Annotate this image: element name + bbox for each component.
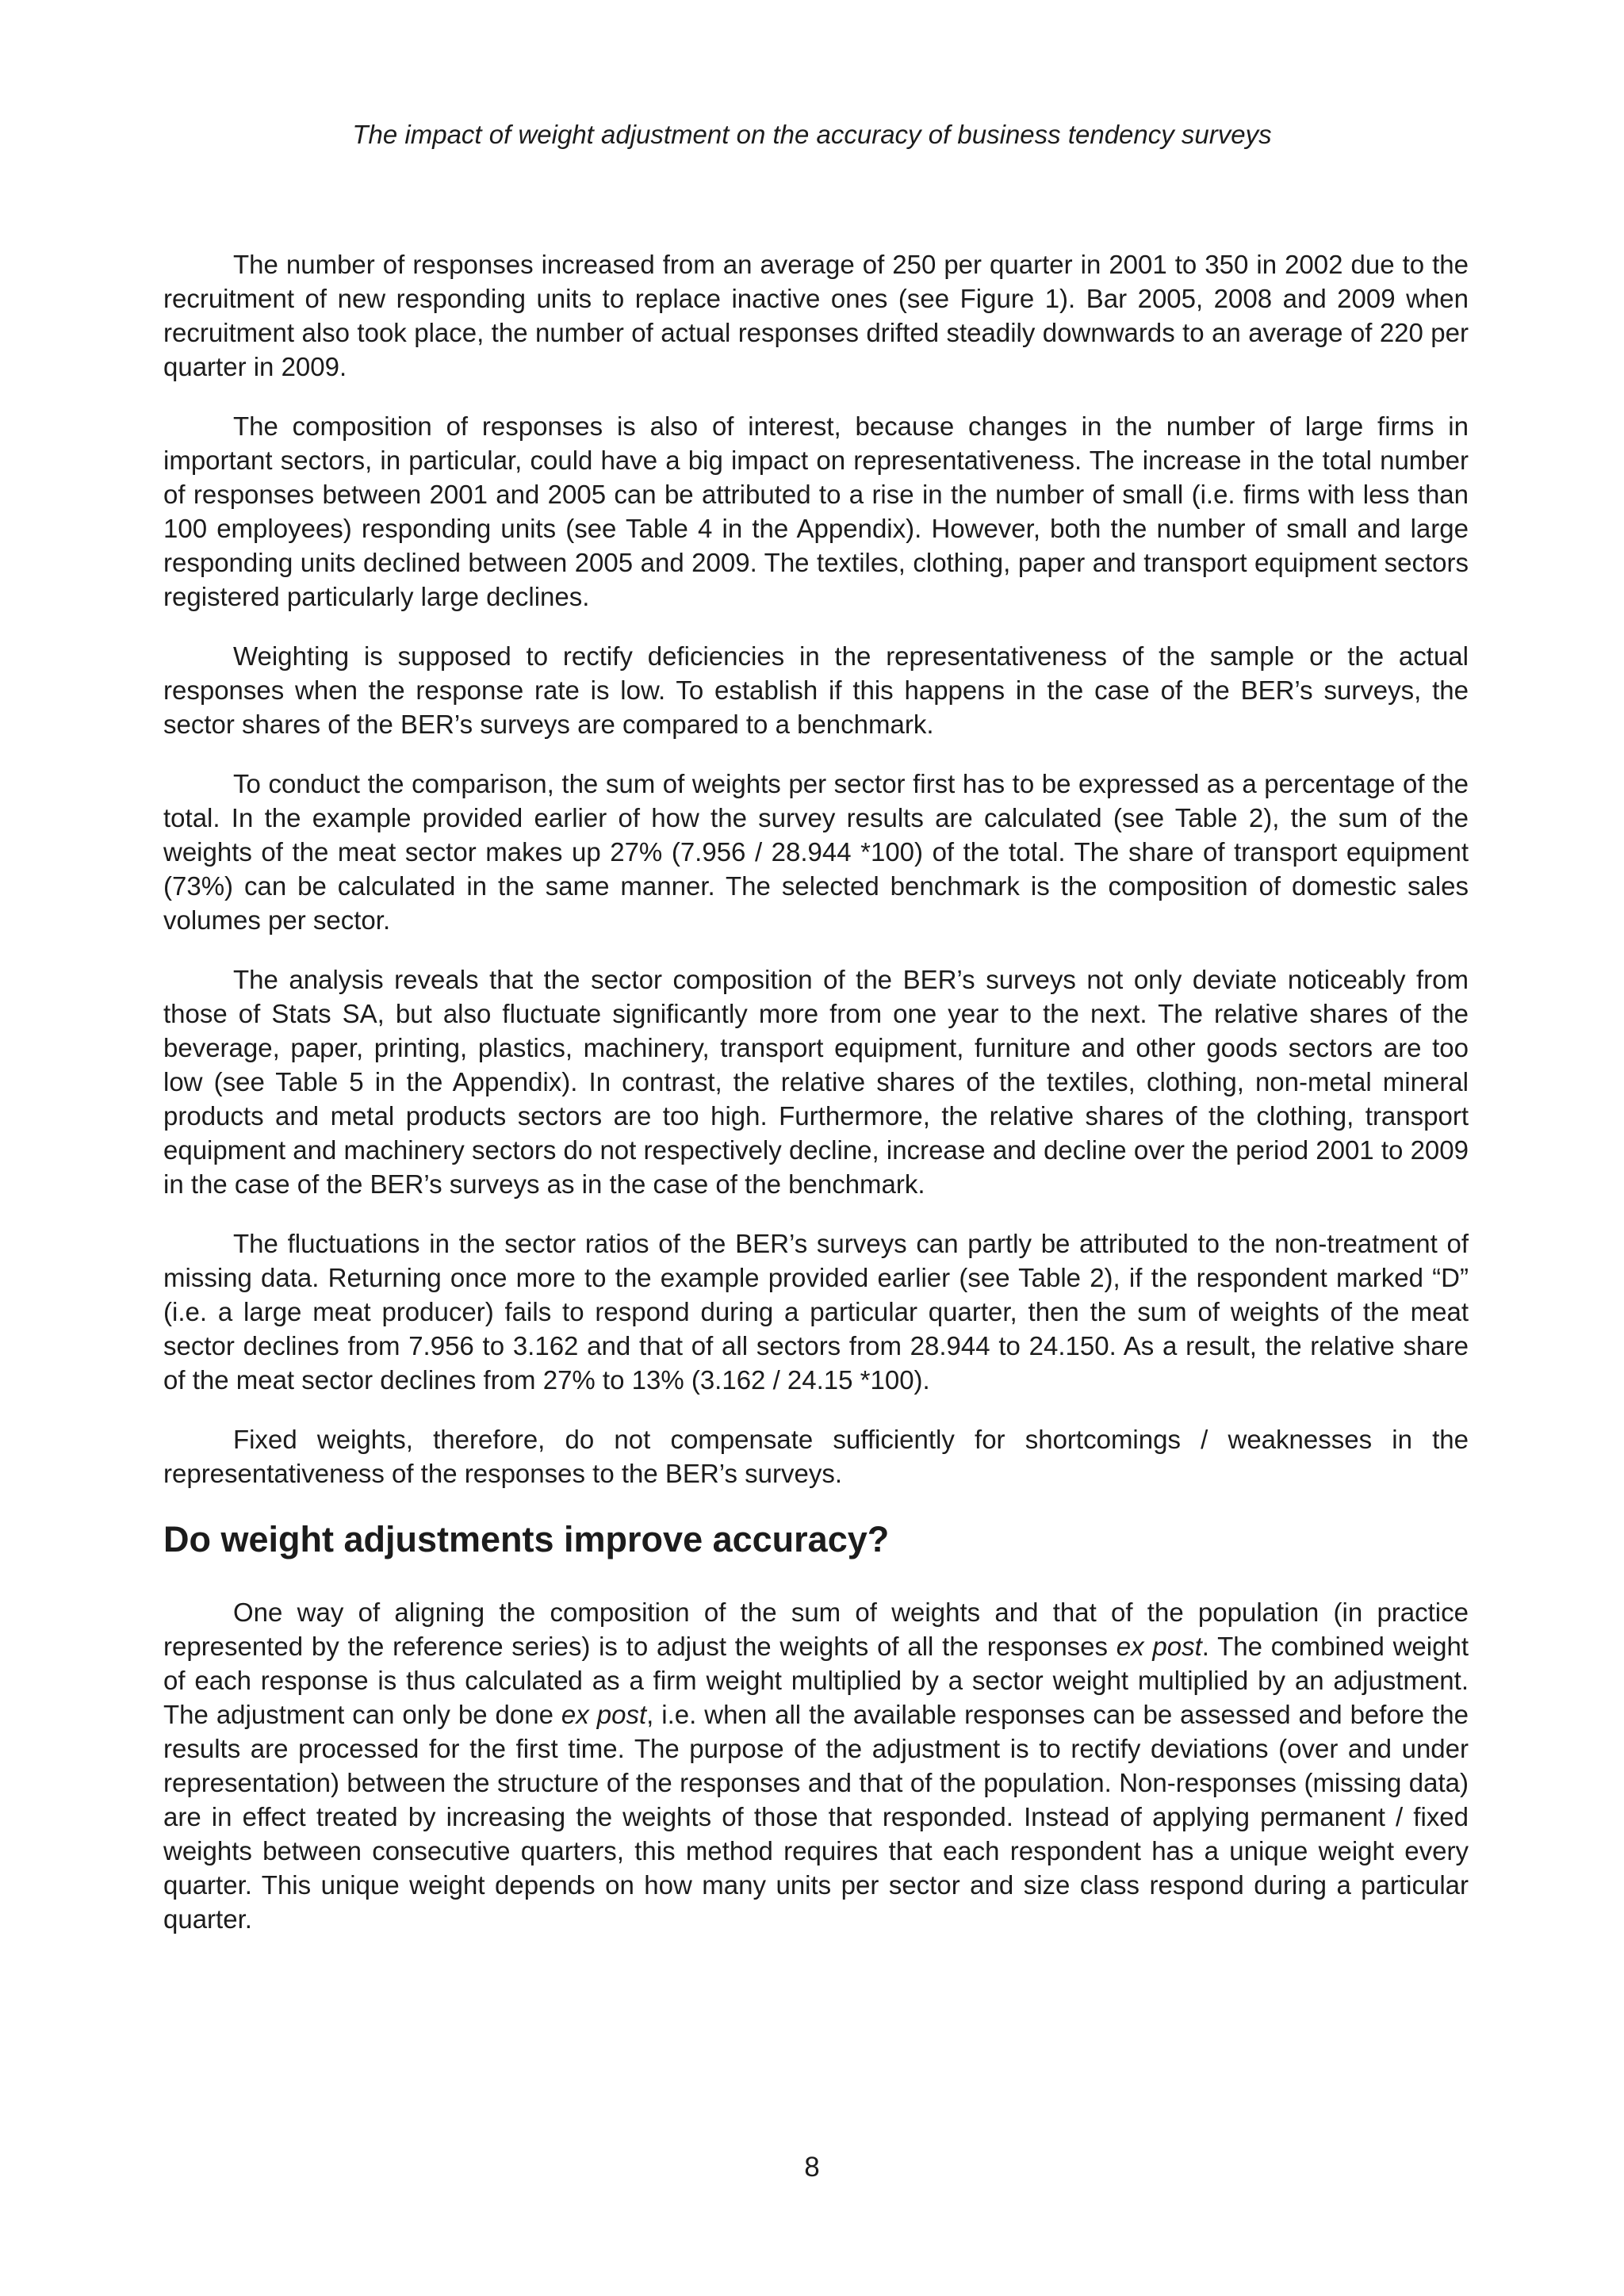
paragraph-comparison: To conduct the comparison, the sum of weights per sector first has to be expressed as a percentage of the total. In the example provided earlier of how the survey results are calculated (see Table 2), the sum of the weights of the meat sector makes up 27% (7.956 / 28.944 *100) of the total. The share of transport equipment (73%) can be calculated in the same manner. The selected benchmark is the composition of domestic sales volumes per sector. (163, 769, 1469, 935)
paragraph-fixed-weights: Fixed weights, therefore, do not compensate sufficiently for shortcomings / weaknesses in the representativeness of the responses to the BER’s surveys. (163, 1425, 1469, 1488)
page-number: 8 (804, 2152, 820, 2183)
paragraph-fluctuations: The fluctuations in the sector ratios of the BER’s surveys can partly be attributed to the non-treatment of missing data. Returning once more to the example provided earlier (see Table 2), if the respondent marked “D” (i.e. a large meat producer) fails to respond during a particular quarter, then the sum of weights of the meat sector declines from 7.956 to 3.162 and that of all sectors from 28.944 to 24.150. As a result, the relative share of the meat sector declines from 27% to 13% (3.162 / 24.15 *100). (163, 1229, 1469, 1395)
paragraph-weight-adjustment (163, 1595, 1469, 1936)
emphasis-ex-post: ex post (561, 1700, 647, 1729)
text-run: . The combined weight of each response is thus calculated as a firm weight multiplied by a sector weight multiplied by an adjustment. The adjustment can only be done (163, 1632, 1469, 1729)
page-body (163, 247, 1469, 1961)
section-heading: Do weight adjustments improve accuracy? (163, 1519, 890, 1559)
paragraph-analysis: The analysis reveals that the sector composition of the BER’s surveys not only deviate noticeably from those of Stats SA, but also fluctuate significantly more from one year to the next. The relative shares of the beverage, paper, printing, plastics, machinery, transport equipment, furniture and other goods sectors are too low (see Table 5 in the Appendix). In contrast, the relative shares of the textiles, clothing, non-metal mineral products and metal products sectors are too high. Furthermore, the relative shares of the clothing, transport equipment and machinery sectors do not respectively decline, increase and decline over the period 2001 to 2009 in the case of the BER’s surveys as in the case of the benchmark. (163, 965, 1469, 1199)
paragraph-responses-count: The number of responses increased from an average of 250 per quarter in 2001 to 350 in 2002 due to the recruitment of new responding units to replace inactive ones (see Figure 1). Bar 2005, 2008 and 2009 when recruitment also took place, the number of actual responses drifted steadily downwards to an average of 220 per quarter in 2009. (163, 250, 1469, 381)
running-header: The impact of weight adjustment on the accuracy of business tendency surveys (352, 120, 1272, 149)
text-run: , i.e. when all the available responses can be assessed and before the results are processed for the first time. The purpose of the adjustment is to rectify deviations (over and under representation) between the structure of the responses and that of the population. Non-responses (missing data) are in effect treated by increasing the weights of those that responded. Instead of applying permanent / fixed weights between consecutive quarters, this method requires that each respondent has a unique weight every quarter. This unique weight depends on how many units per sector and size class respond during a particular quarter. (163, 1700, 1469, 1934)
text-run: One way of aligning the composition of the sum of weights and that of the population (in practice represented by the reference series) is to adjust the weights of all the responses (163, 1598, 1469, 1661)
paragraph-composition: The composition of responses is also of interest, because changes in the number of large firms in important sectors, in particular, could have a big impact on representativeness. The increase in the total number of responses between 2001 and 2005 can be attributed to a rise in the number of small (i.e. firms with less than 100 employees) responding units (see Table 4 in the Appendix). However, both the number of small and large responding units declined between 2005 and 2009. The textiles, clothing, paper and transport equipment sectors registered particularly large declines. (163, 411, 1469, 611)
emphasis-ex-post: ex post (1116, 1632, 1202, 1661)
paragraph-weighting: Weighting is supposed to rectify deficiencies in the representativeness of the sample or the actual responses when the response rate is low. To establish if this happens in the case of the BER’s surveys, the sector shares of the BER’s surveys are compared to a benchmark. (163, 641, 1469, 739)
